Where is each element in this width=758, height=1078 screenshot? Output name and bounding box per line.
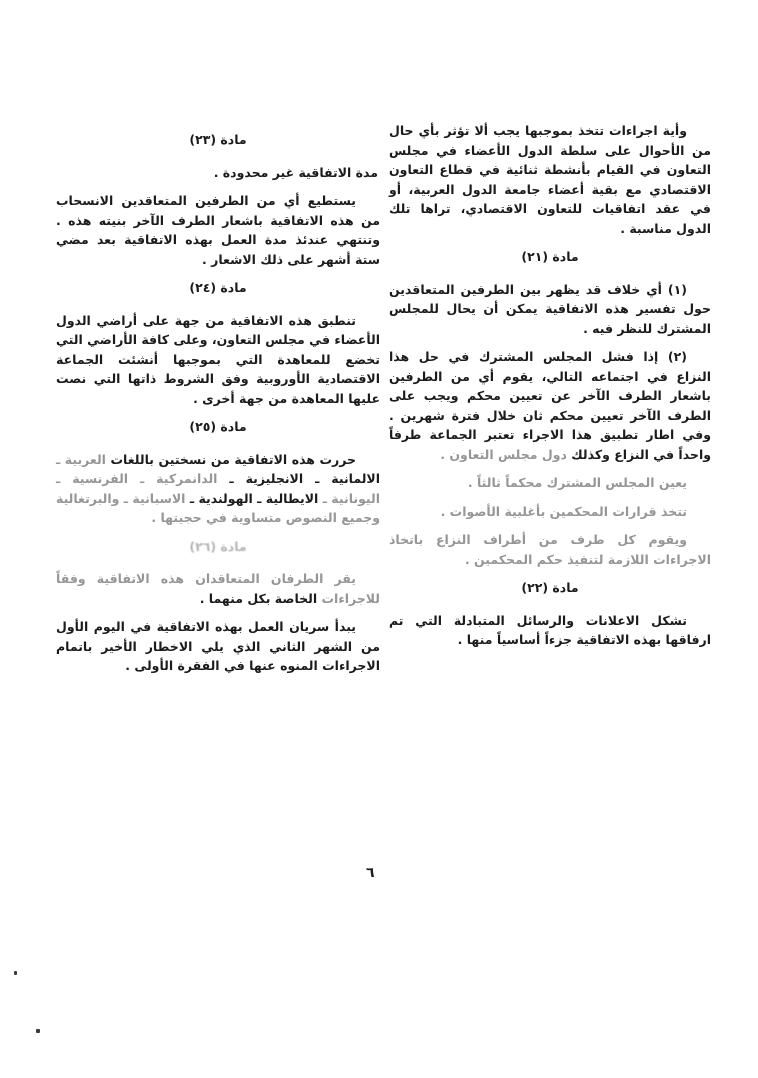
third-arbitrator-line: يعين المجلس المشترك محكماً ثالثاً . [467,475,687,490]
clause-2-text: (٢) إذا فشل المجلس المشترك في حل هذا النزاع في اجتماعه التالي، يقوم أي من الطرفين باشعار الطرف الآخر عن تعيين محكم ويجب على الطرف الآخر تعيين محكم ثان خلال فترة شهرين . وفي اطار تطبيق هذا الاجراء تعتبر الجماعة طرفاً واحداً في النزاع وكذلك [389,349,711,462]
article-26-entry-into-force: يبدأ سريان العمل بهذه الاتفاقية في اليوم الأول من الشهر الثاني الذي يلي الاخطار الأخير باتمام الاجراءات المنوه عنها في الفقرة الأولى . [56,619,380,673]
scan-artifact-dot [36,1029,40,1033]
article-26-heading: مادة (٢٦) [189,538,247,554]
scan-artifact-dot [14,971,17,975]
article-21-clause-1: (١) أي خلاف قد يظهر بين الطرفين المتعاقدين حول تفسير هذه الاتفاقية يمكن أن يحال للمجلس المشترك للنظر فيه . [389,281,711,336]
article-25-languages [56,450,380,528]
article-21-clause-2 [389,347,711,464]
article-23-heading: مادة (٢٣) [189,132,247,147]
article-26-ratification [56,569,380,608]
ratification-rest: الخاصة بكل منهما . [199,590,318,606]
languages-seg-5: الاسبانية ـ والبرتغالية وجميع النصوص متساوية في حجيتها . [55,490,380,525]
languages-seg-4: الايطالية ـ الهولندية ـ [189,490,319,506]
article-25-heading: مادة (٢٥) [189,419,247,434]
languages-seg-1: العربية ـ [56,451,106,467]
majority-vote-line: تتخذ قرارات المحكمين بأغلبية الأصوات . [440,503,687,519]
column-right [389,121,711,659]
languages-seg-2: الالمانية ـ الانجليزية ـ [229,471,381,486]
article-24-heading: مادة (٢٤) [189,280,247,295]
article-24-body: تنطبق هذه الاتفاقية من جهة على أراضي الدول الأعضاء في مجلس التعاون، وعلى كافة الأراضي التي تخضع للمعاهدة التي بموجبها أنشئت الجماعة الاقتصادية الأوروبية وفق الشروط ذاتها التي نصت عليها المعاهدة من جهة أخرى . [56,312,380,406]
enforcement-clause: ويقوم كل طرف من أطراف النزاع باتخاذ الاجراءات اللازمة لتنفيذ حكم المحكمين . [389,532,711,567]
page-number: ٦ [366,865,375,881]
ratification-faded-lead: يقر الطرفان المتعاقدان هذه الاتفاقية وفقاً للاجراءات [56,571,380,606]
article-23-subtitle: مدة الاتفاقية غير محدودة . [213,164,378,180]
clause-2-faded-tail: دول مجلس التعاون . [440,446,567,462]
column-left [56,121,380,685]
article-21-heading: مادة (٢١) [521,249,579,264]
article-22-body: تشكل الاعلانات والرسائل المتبادلة التي تم ارفاقها بهذه الاتفاقية جزءاً أساسياً منها . [389,612,711,647]
article-23-body: يستطيع أي من الطرفين المتعاقدين الانسحاب من هذه الاتفاقية باشعار الطرف الآخر بنيته هذه . وتنتهي عندئذ مدة العمل بهذه الاتفاقية بعد مضي ستة أشهر على ذلك الاشعار . [56,193,380,267]
languages-seg-3: الدانمركية ـ الفرنسية ـ اليونانية ـ [56,471,380,506]
article-22-heading: مادة (٢٢) [521,580,579,595]
intro-paragraph: وأية اجراءات تتخذ بموجبها يجب ألا تؤثر بأي حال من الأحوال على سلطة الدول الأعضاء في مجلس التعاون في القيام بأنشطة ثنائية في قطاع التعاون الاقتصادي مع بقية أعضاء جامعة الدول العربية، أو في عقد اتفاقيات للتعاون الاقتصادي، تراها تلك الدول مناسبة . [389,123,711,236]
languages-seg-0: حررت هذه الاتفاقية من نسختين باللغات [110,451,357,467]
